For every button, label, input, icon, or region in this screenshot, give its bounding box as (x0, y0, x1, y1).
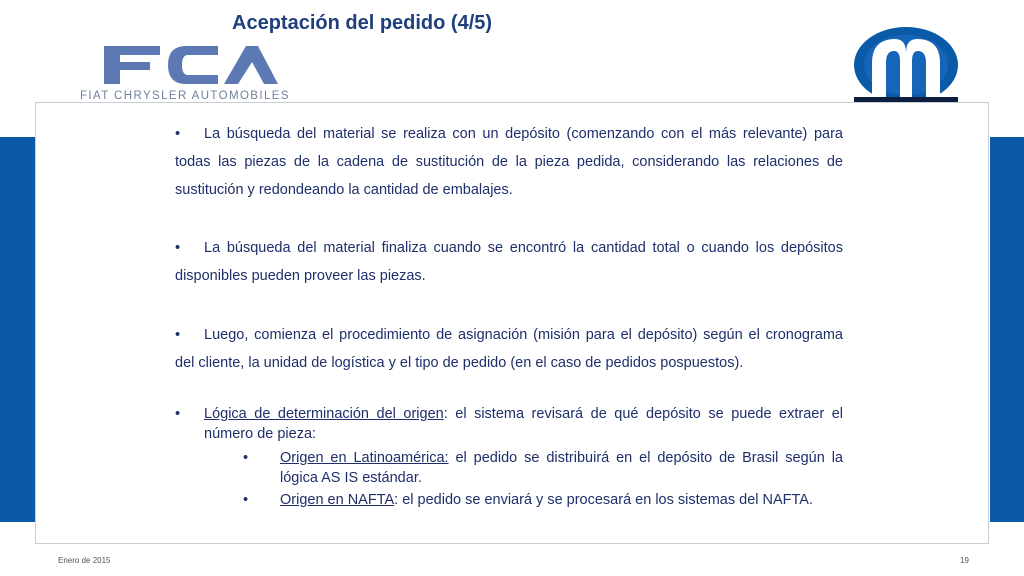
sub-bullet-text: : el pedido se enviará y se procesará en los sistemas del NAFTA. (394, 492, 813, 508)
bullet-paragraph-2 (175, 234, 843, 290)
bullet-marker: • (243, 450, 249, 466)
bullet-marker: • (243, 492, 249, 508)
bullet-marker: • (175, 406, 181, 422)
footer-page-number: 19 (960, 556, 969, 565)
right-blue-band (990, 137, 1024, 522)
latam-origin-label: Origen en Latinoamérica: (280, 450, 449, 466)
bullet-marker: • (175, 240, 181, 256)
paragraph-text: : el sistema revisará de qué depósito se puede extraer el número de pieza: (204, 406, 843, 442)
paragraph-text: La búsqueda del material se realiza con un depósito (comenzando con el más relevante) para todas las piezas de la cadena de sustitución de la pieza pedida, considerando las relaciones de sustitución y redondeando la cantidad de embalajes. (175, 126, 843, 198)
paragraph-text: La búsqueda del material finaliza cuando se encontró la cantidad total o cuando los depósitos disponibles pueden proveer las piezas. (175, 240, 843, 284)
sub-bullet-nafta (243, 490, 843, 510)
bullet-marker: • (175, 126, 181, 142)
left-blue-band (0, 137, 35, 522)
mopar-logo (850, 25, 962, 105)
paragraph-text: Luego, comienza el procedimiento de asignación (misión para el depósito) según el cronograma del cliente, la unidad de logística y el tipo de pedido (en el caso de pedidos pospuestos). (175, 327, 843, 371)
bullet-paragraph-3 (175, 321, 843, 377)
bullet-paragraph-1 (175, 120, 843, 204)
nafta-origin-label: Origen en NAFTA (280, 492, 395, 508)
slide-title: Aceptación del pedido (4/5) (232, 12, 493, 34)
fca-logo-subtitle: FIAT CHRYSLER AUTOMOBILES (80, 90, 290, 102)
sub-bullet-text: el pedido se distribuirá en el depósito de Brasil según la lógica AS IS estándar. (280, 450, 843, 486)
bullet-marker: • (175, 327, 181, 343)
bullet-paragraph-4 (175, 404, 843, 444)
sub-bullet-latam (243, 448, 843, 488)
origin-logic-heading: Lógica de determinación del origen (204, 406, 444, 422)
footer-date: Enero de 2015 (58, 556, 111, 565)
